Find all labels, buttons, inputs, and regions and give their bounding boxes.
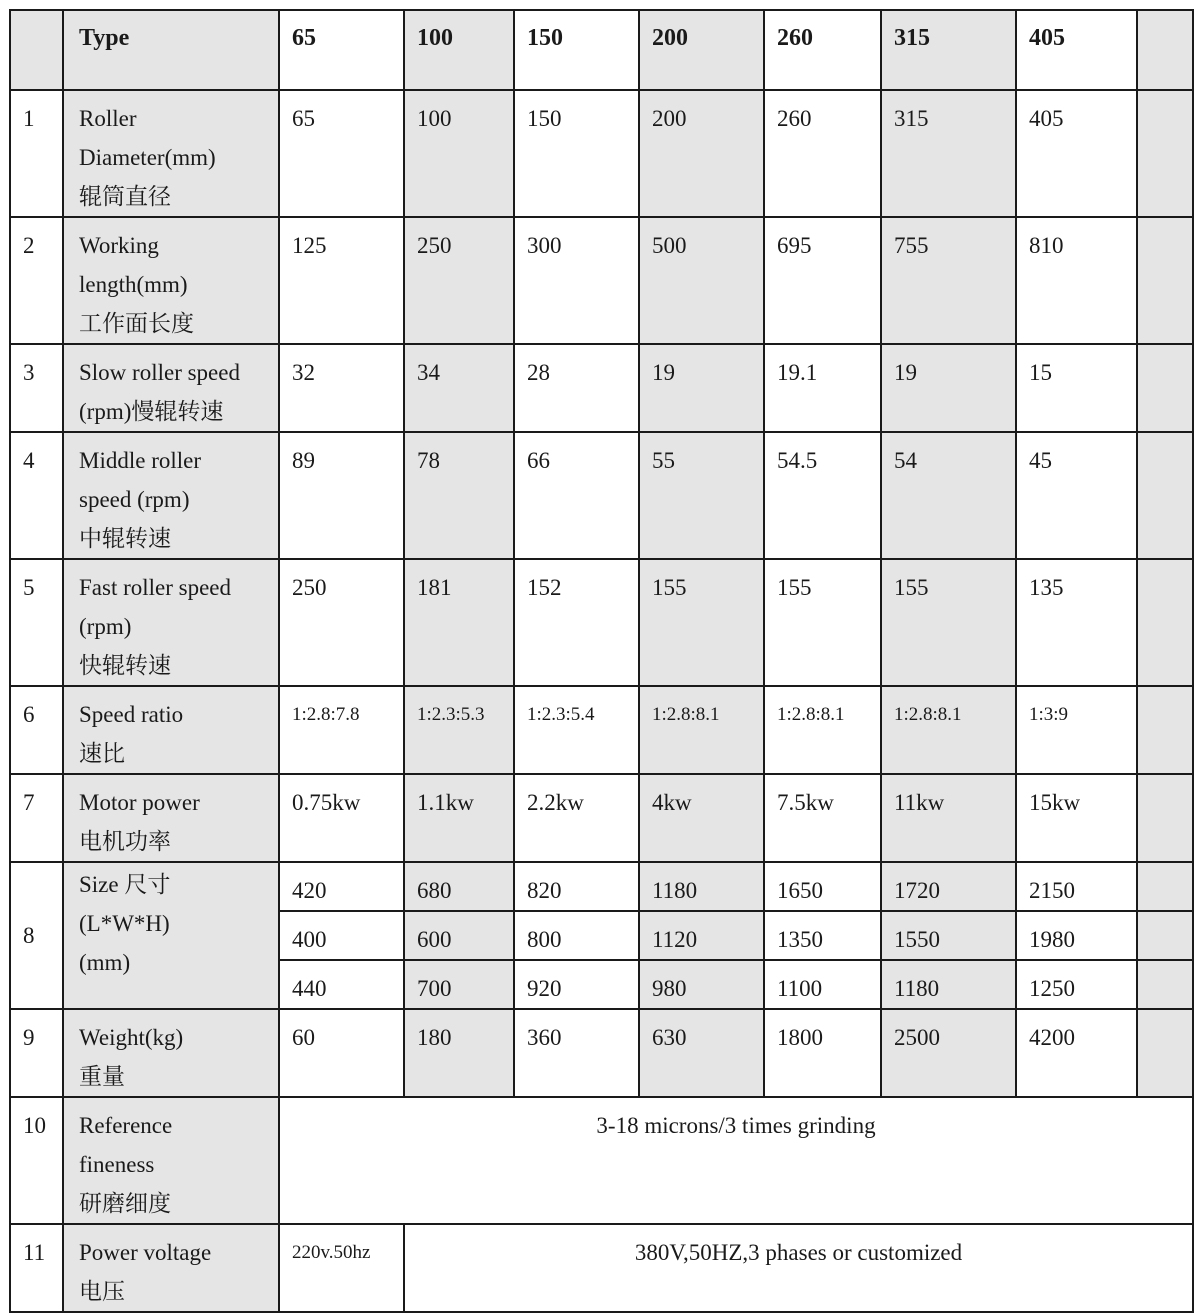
voltage-65-value: 220v.50hz <box>279 1224 404 1312</box>
table-row <box>10 1097 1193 1224</box>
size-width-cell: 800 <box>514 911 639 960</box>
value-cell: 1:3:9 <box>1016 686 1137 774</box>
value-cell: 1:2.3:5.4 <box>514 686 639 774</box>
extra-cell <box>1137 559 1193 686</box>
extra-cell <box>1137 862 1193 911</box>
header-model-405: 405 <box>1016 10 1137 90</box>
value-cell: 1.1kw <box>404 774 514 862</box>
label-en-line: (mm) <box>79 950 131 975</box>
value-cell: 152 <box>514 559 639 686</box>
label-cn-line: 工作面长度 <box>79 311 194 336</box>
value-cell: 100 <box>404 90 514 217</box>
table-row <box>10 1224 1193 1312</box>
row-label <box>63 1009 279 1097</box>
size-length-cell: 2150 <box>1016 862 1137 911</box>
value-cell: 2.2kw <box>514 774 639 862</box>
value-cell: 155 <box>764 559 881 686</box>
table-row <box>10 774 1193 862</box>
row-label <box>63 344 279 432</box>
label-en-line: (L*W*H) <box>79 911 170 936</box>
table-row <box>10 862 1193 911</box>
value-cell: 500 <box>639 217 764 344</box>
label-en-line: Weight(kg) <box>79 1025 184 1050</box>
label-en-line: Slow roller speed <box>79 360 240 385</box>
value-cell: 150 <box>514 90 639 217</box>
extra-cell <box>1137 960 1193 1009</box>
row-label <box>63 1097 279 1224</box>
value-cell: 19 <box>639 344 764 432</box>
size-height-cell: 440 <box>279 960 404 1009</box>
label-en-line: Middle roller <box>79 448 201 473</box>
value-cell: 181 <box>404 559 514 686</box>
value-cell: 1:2.8:8.1 <box>764 686 881 774</box>
value-cell: 260 <box>764 90 881 217</box>
value-cell: 250 <box>279 559 404 686</box>
row-number: 3 <box>10 344 63 432</box>
size-length-cell: 680 <box>404 862 514 911</box>
label-en-line: Speed ratio <box>79 702 184 727</box>
extra-cell <box>1137 90 1193 217</box>
row-label <box>63 90 279 217</box>
value-cell: 54.5 <box>764 432 881 559</box>
row-number: 6 <box>10 686 63 774</box>
value-cell: 54 <box>881 432 1016 559</box>
row-number: 7 <box>10 774 63 862</box>
value-cell: 180 <box>404 1009 514 1097</box>
value-cell: 1:2.8:8.1 <box>639 686 764 774</box>
label-en-line: Size 尺寸 <box>79 872 171 897</box>
header-extra-cell <box>1137 10 1193 90</box>
label-cn-line: 辊筒直径 <box>79 184 171 209</box>
row-label <box>63 686 279 774</box>
value-cell: 250 <box>404 217 514 344</box>
value-cell: 45 <box>1016 432 1137 559</box>
row-label <box>63 432 279 559</box>
header-row <box>10 10 1193 90</box>
size-width-cell: 1980 <box>1016 911 1137 960</box>
label-en-line: fineness <box>79 1152 155 1177</box>
value-cell: 34 <box>404 344 514 432</box>
label-cn-line: 速比 <box>79 741 125 766</box>
size-height-cell: 1250 <box>1016 960 1137 1009</box>
label-en-line: Reference <box>79 1113 173 1138</box>
label-en-line: Roller <box>79 106 137 131</box>
extra-cell <box>1137 432 1193 559</box>
row-number: 5 <box>10 559 63 686</box>
value-cell: 755 <box>881 217 1016 344</box>
table-row <box>10 90 1193 217</box>
label-cn-line: 快辊转速 <box>79 653 171 678</box>
value-cell: 1:2.8:7.8 <box>279 686 404 774</box>
value-cell: 15kw <box>1016 774 1137 862</box>
size-width-cell: 1350 <box>764 911 881 960</box>
table-row <box>10 344 1193 432</box>
size-height-cell: 700 <box>404 960 514 1009</box>
row-number: 1 <box>10 90 63 217</box>
row-number: 4 <box>10 432 63 559</box>
size-height-cell: 980 <box>639 960 764 1009</box>
label-cn-line: 电压 <box>79 1279 125 1304</box>
label-en-line: Diameter(mm) <box>79 145 216 170</box>
header-type-label: Type <box>63 10 279 90</box>
value-cell: 78 <box>404 432 514 559</box>
header-model-200: 200 <box>639 10 764 90</box>
size-height-cell: 1180 <box>881 960 1016 1009</box>
size-width-cell: 1120 <box>639 911 764 960</box>
extra-cell <box>1137 1009 1193 1097</box>
value-cell: 810 <box>1016 217 1137 344</box>
row-label <box>63 862 279 1009</box>
value-cell: 4200 <box>1016 1009 1137 1097</box>
value-cell: 125 <box>279 217 404 344</box>
size-width-cell: 600 <box>404 911 514 960</box>
value-cell: 7.5kw <box>764 774 881 862</box>
size-length-cell: 1720 <box>881 862 1016 911</box>
value-cell: 200 <box>639 90 764 217</box>
value-cell: 4kw <box>639 774 764 862</box>
voltage-rest-value: 380V,50HZ,3 phases or customized <box>404 1224 1193 1312</box>
value-cell: 1:2.3:5.3 <box>404 686 514 774</box>
size-length-cell: 1650 <box>764 862 881 911</box>
label-cn-line: 研磨细度 <box>79 1191 171 1216</box>
row-number: 11 <box>10 1224 63 1312</box>
value-cell: 630 <box>639 1009 764 1097</box>
value-cell: 405 <box>1016 90 1137 217</box>
value-cell: 32 <box>279 344 404 432</box>
value-cell: 1800 <box>764 1009 881 1097</box>
value-cell: 155 <box>881 559 1016 686</box>
value-cell: 300 <box>514 217 639 344</box>
row-number: 10 <box>10 1097 63 1224</box>
label-en-line: (rpm)慢辊转速 <box>79 399 224 424</box>
row-number: 8 <box>10 862 63 1009</box>
size-length-cell: 1180 <box>639 862 764 911</box>
size-width-cell: 400 <box>279 911 404 960</box>
value-cell: 89 <box>279 432 404 559</box>
value-cell: 66 <box>514 432 639 559</box>
table-row <box>10 559 1193 686</box>
header-index-cell <box>10 10 63 90</box>
value-cell: 1:2.8:8.1 <box>881 686 1016 774</box>
header-model-65: 65 <box>279 10 404 90</box>
extra-cell <box>1137 344 1193 432</box>
value-cell: 695 <box>764 217 881 344</box>
label-en-line: length(mm) <box>79 272 188 297</box>
label-cn-line: 重量 <box>79 1064 125 1089</box>
value-cell: 28 <box>514 344 639 432</box>
label-en-line: Working <box>79 233 159 258</box>
size-height-cell: 1100 <box>764 960 881 1009</box>
header-model-260: 260 <box>764 10 881 90</box>
row-label <box>63 774 279 862</box>
row-label <box>63 217 279 344</box>
row-number: 9 <box>10 1009 63 1097</box>
value-cell: 19.1 <box>764 344 881 432</box>
label-en-line: Motor power <box>79 790 200 815</box>
label-cn-line: 电机功率 <box>79 829 171 854</box>
value-cell: 360 <box>514 1009 639 1097</box>
size-length-cell: 420 <box>279 862 404 911</box>
extra-cell <box>1137 774 1193 862</box>
value-cell: 2500 <box>881 1009 1016 1097</box>
extra-cell <box>1137 217 1193 344</box>
header-model-315: 315 <box>881 10 1016 90</box>
value-cell: 11kw <box>881 774 1016 862</box>
value-cell: 315 <box>881 90 1016 217</box>
size-height-cell: 920 <box>514 960 639 1009</box>
label-en-line: Power voltage <box>79 1240 212 1265</box>
header-model-150: 150 <box>514 10 639 90</box>
label-en-line: Fast roller speed <box>79 575 232 600</box>
table-row <box>10 1009 1193 1097</box>
value-cell: 155 <box>639 559 764 686</box>
table-row <box>10 217 1193 344</box>
value-cell: 135 <box>1016 559 1137 686</box>
value-cell: 60 <box>279 1009 404 1097</box>
extra-cell <box>1137 911 1193 960</box>
row-label <box>63 559 279 686</box>
value-cell: 19 <box>881 344 1016 432</box>
table-row <box>10 686 1193 774</box>
row-number: 2 <box>10 217 63 344</box>
label-cn-line: 中辊转速 <box>79 526 171 551</box>
specification-table <box>9 9 1194 1313</box>
row-label <box>63 1224 279 1312</box>
value-cell: 55 <box>639 432 764 559</box>
table-row <box>10 432 1193 559</box>
size-width-cell: 1550 <box>881 911 1016 960</box>
value-cell: 15 <box>1016 344 1137 432</box>
header-model-100: 100 <box>404 10 514 90</box>
fineness-value: 3-18 microns/3 times grinding <box>279 1097 1193 1224</box>
label-en-line: (rpm) <box>79 614 132 639</box>
extra-cell <box>1137 686 1193 774</box>
size-length-cell: 820 <box>514 862 639 911</box>
label-en-line: speed (rpm) <box>79 487 190 512</box>
value-cell: 65 <box>279 90 404 217</box>
value-cell: 0.75kw <box>279 774 404 862</box>
